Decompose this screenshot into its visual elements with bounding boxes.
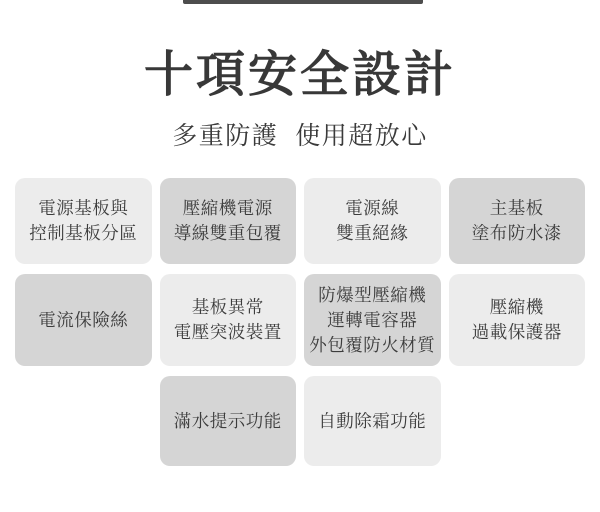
safety-item-text: 電源基板與 [38, 198, 129, 218]
safety-item-text: 運轉電容器 [327, 309, 418, 330]
safety-item [15, 178, 152, 264]
safety-item-text: 塗布防水漆 [471, 223, 562, 243]
safety-item [304, 178, 441, 264]
safety-item [160, 376, 297, 466]
safety-item-text: 防爆型壓縮機 [318, 284, 427, 305]
safety-item [304, 274, 441, 366]
safety-item-text: 過載保護器 [471, 322, 562, 342]
top-bar [183, 0, 423, 4]
safety-item-text: 電壓突波裝置 [173, 322, 282, 342]
page-title: 十項安全設計 [143, 48, 456, 102]
safety-item [160, 274, 297, 366]
safety-grid [15, 178, 585, 466]
safety-item-text: 電流保險絲 [38, 309, 129, 330]
safety-item-text: 控制基板分區 [29, 223, 138, 243]
safety-item-text: 自動除霜功能 [318, 410, 427, 431]
safety-item-text: 滿水提示功能 [173, 410, 282, 431]
safety-item-text: 雙重絕緣 [336, 223, 409, 243]
safety-item [304, 376, 441, 466]
safety-item-text: 壓縮機 [489, 297, 544, 317]
safety-item-text: 基板異常 [191, 297, 264, 317]
safety-item [160, 178, 297, 264]
safety-item-text: 壓縮機電源 [182, 198, 273, 218]
safety-item-text: 導線雙重包覆 [173, 223, 282, 243]
safety-item-text: 電源線 [345, 198, 400, 218]
safety-item-text: 主基板 [489, 198, 544, 218]
safety-item [15, 274, 152, 366]
safety-item [449, 178, 586, 264]
safety-item-text: 外包覆防火材質 [309, 334, 436, 355]
safety-item [449, 274, 586, 366]
page-subtitle: 多重防護 使用超放心 [172, 122, 428, 150]
